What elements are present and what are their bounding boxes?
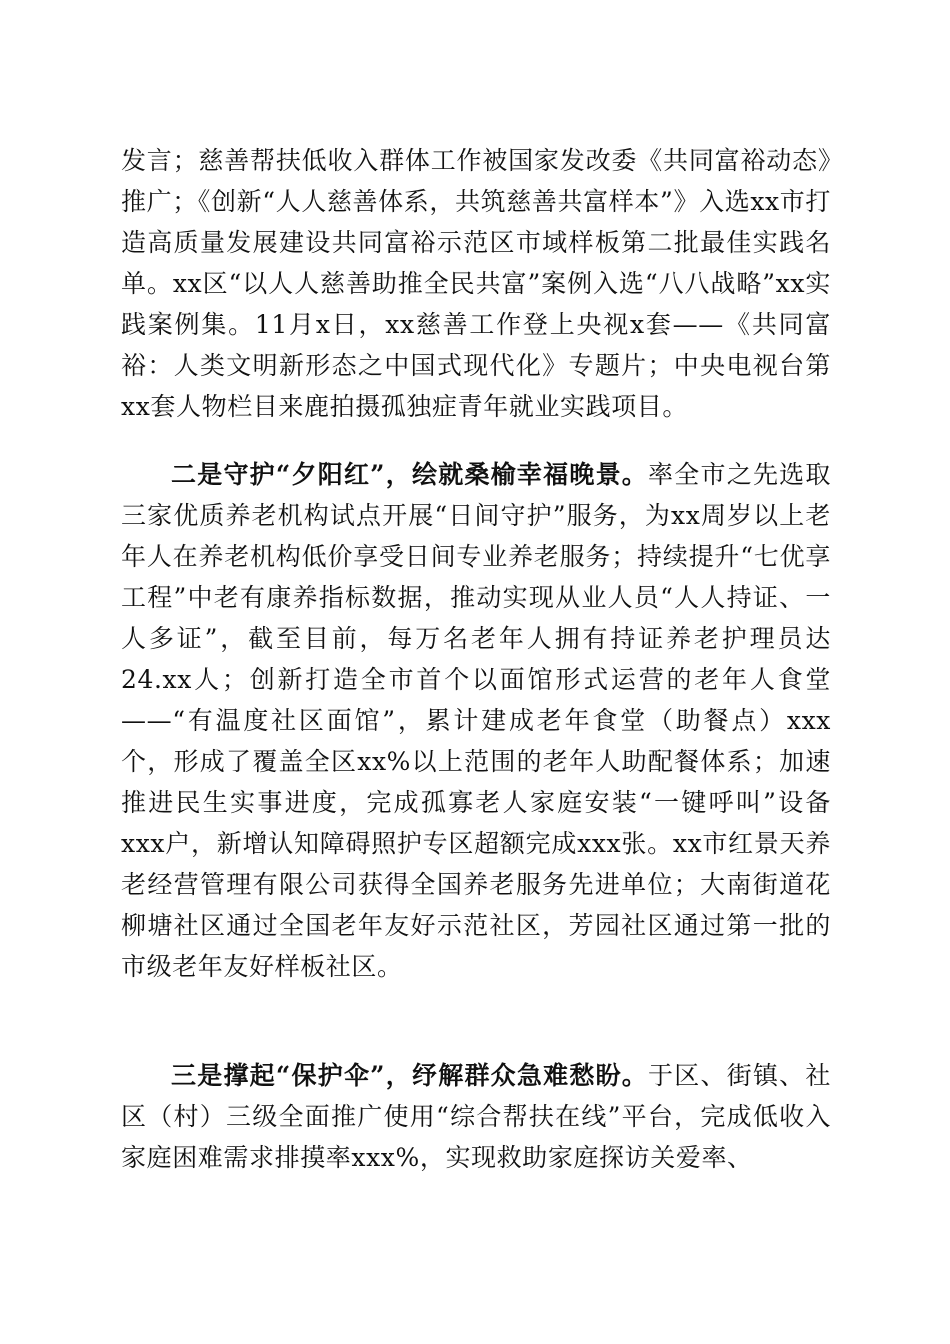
- paragraph-3: [121, 1055, 831, 1178]
- paragraph-2-content: [121, 454, 831, 987]
- paragraph-2-lead: 二是守护“夕阳红”，绘就桑榆幸福晚景。: [171, 460, 649, 489]
- paragraph-1-text: 发言；慈善帮扶低收入群体工作被国家发改委《共同富裕动态》推广；《创新“人人慈善体系，共筑慈善共富样本”》入选xx市打造高质量发展建设共同富裕示范区市域样板第二批最佳实践名单。xx区“以人人慈善助推全民共富”案例入选“八八战略”xx实践案例集。11月x日，xx慈善工作登上央视x套——《共同富裕：人类文明新形态之中国式现代化》专题片；中央电视台第xx套人物栏目来鹿拍摄孤独症青年就业实践项目。: [121, 146, 831, 421]
- paragraph-3-content: [121, 1055, 831, 1178]
- paragraph-3-lead: 三是撑起“保护伞”，纾解群众急难愁盼。: [171, 1061, 649, 1090]
- paragraph-2: [121, 454, 831, 987]
- paragraph-3-body: 于区、街镇、社区（村）三级全面推广使用“综合帮扶在线”平台，完成低收入家庭困难需求排摸率xxx%，实现救助家庭探访关爱率、: [121, 1061, 831, 1172]
- paragraph-1: [121, 140, 831, 427]
- paragraph-2-body: 率全市之先选取三家优质养老机构试点开展“日间守护”服务，为xx周岁以上老年人在养老机构低价享受日间专业养老服务；持续提升“七优享工程”中老有康养指标数据，推动实现从业人员“人人持证、一人多证”，截至目前，每万名老年人拥有持证养老护理员达24.xx人；创新打造全市首个以面馆形式运营的老年人食堂——“有温度社区面馆”，累计建成老年食堂（助餐点）xxx个，形成了覆盖全区xx%以上范围的老年人助配餐体系；加速推进民生实事进度，完成孤寡老人家庭安装“一键呼叫”设备xxx户，新增认知障碍照护专区超额完成xxx张。xx市红景天养老经营管理有限公司获得全国养老服务先进单位；大南街道花柳塘社区通过全国老年友好示范社区，芳园社区通过第一批的市级老年友好样板社区。: [121, 460, 831, 981]
